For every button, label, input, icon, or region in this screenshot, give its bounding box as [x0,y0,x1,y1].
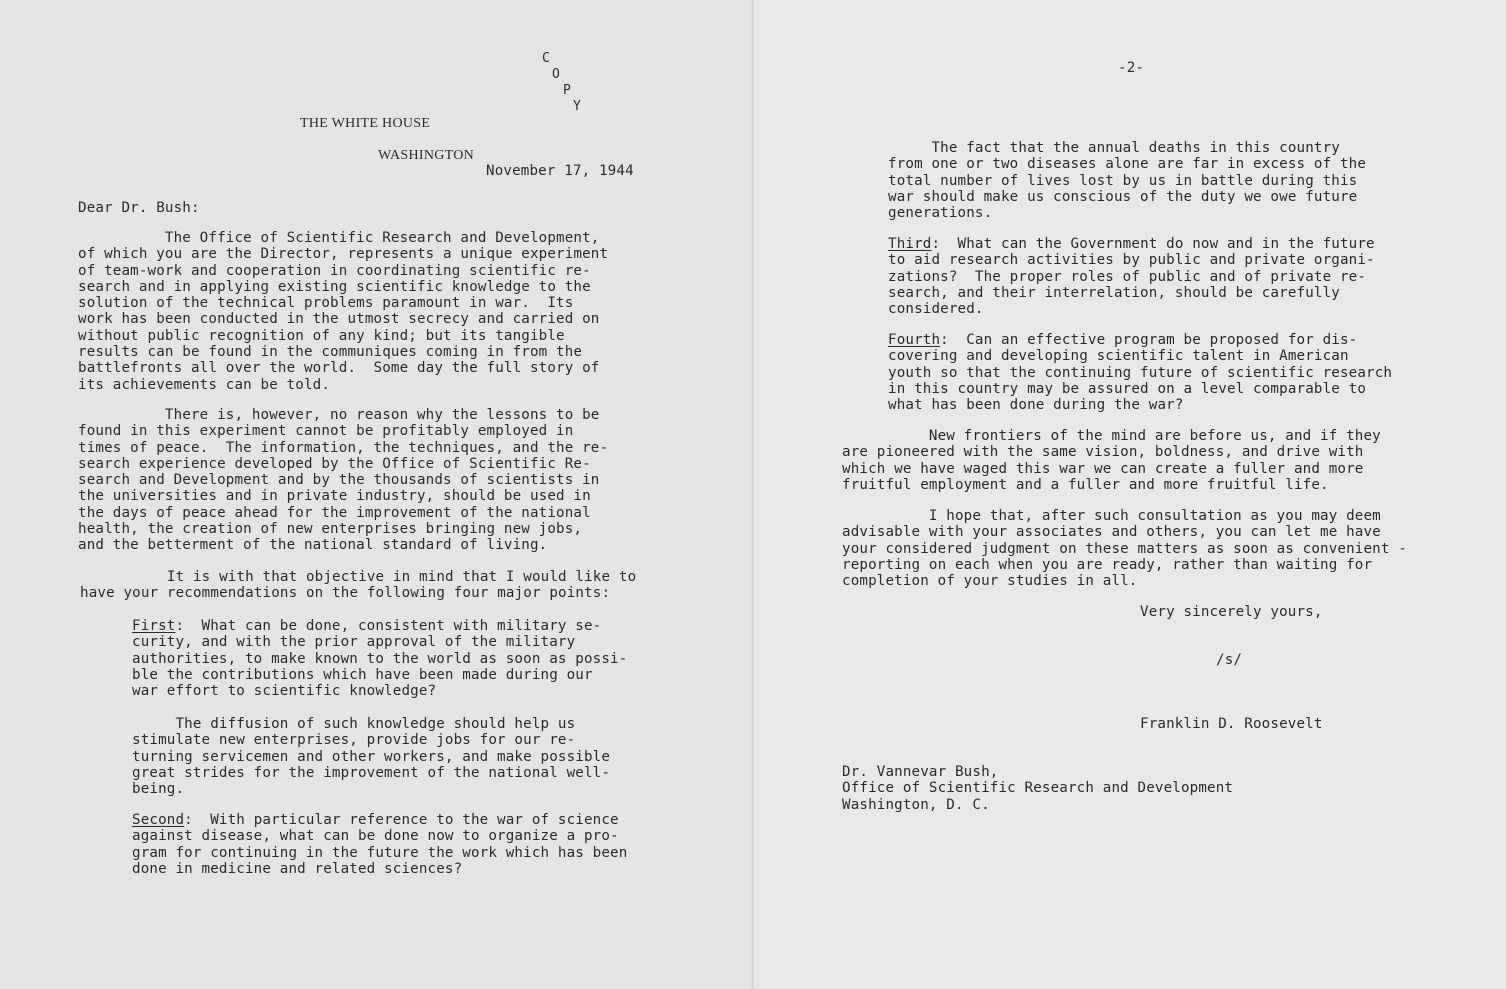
letter-page-2 [754,0,1506,989]
diffusion-paragraph: The diffusion of such knowledge should help us stimulate new enterprises, provide jobs for our re- turning servicemen and other workers, and make possible great strides for the improvement of the national well- being. [132,716,611,798]
point-fourth: Fourth: Can an effective program be proposed for dis- covering and developing scientific talent in American youth so that the continuing future of scientific research in this country may be assured on a level comparable to what has been done during the war? [888,332,1393,414]
letter-date: November 17, 1944 [486,163,634,179]
addressee-block: Dr. Vannevar Bush, Office of Scientific Research and Development Washington, D. C. [842,764,1234,813]
point-first: First: What can be done, consistent with military se- curity, and with the prior approval of the military authorities, to make known to the world as soon as possi- ble the contributions which have been made during our war effort to scientific knowledge? [132,618,628,700]
salutation: Dear Dr. Bush: [78,200,200,216]
point-label: Third [888,236,932,252]
signature: /s/ [1216,652,1243,668]
paragraph: I hope that, after such consultation as you may deem advisable with your associates and others, you can let me have your considered judgment on these matters as soon as convenient - reporting on each when you are ready, rather than waiting for completion of your studies in all. [842,508,1407,590]
paragraph: There is, however, no reason why the lessons to be found in this experiment cannot be profitably employed in times of peace. The information, the techniques, and the re- search experience developed by the Office of Scientific Re- search and Development and by the thousands of scientists in the universities and in private industry, should be used in the days of peace ahead for the improvement of the national health, the creation of new enterprises bringing new jobs, and the betterment of the national standard of living. [78,407,609,554]
copy-stamp-letter: Y [573,99,581,114]
paragraph: It is with that objective in mind that I would like to have your recommendations on the following four major points: [80,569,637,602]
point-label: Second [132,812,185,828]
copy-stamp-letter: P [563,83,571,98]
signer-name: Franklin D. Roosevelt [1140,716,1323,732]
letterhead-location: WASHINGTON [378,148,475,163]
point-second: Second: With particular reference to the war of science against disease, what can be done now to organize a pro- gram for continuing in the future the work which has been done in medicine and related sciences? [132,812,628,877]
paragraph: New frontiers of the mind are before us, and if they are pioneered with the same vision, boldness, and drive with which we have waged this war we can create a fuller and more fruitful employment and a fuller and more fruitful life. [842,428,1381,493]
point-label: Fourth [888,332,941,348]
point-label: First [132,618,176,634]
copy-stamp-letter: C [542,51,550,66]
paragraph: The Office of Scientific Research and Development, of which you are the Director, represents a unique experiment of team-work and cooperation in coordinating scientific re- search and in applying existing scientific knowledge to the solution of the technical problems paramount in war. Its work has been conducted in the utmost secrecy and carried on without public recognition of any kind; but its tangible results can be found in the communiques coming in from the battlefronts all over the world. Some day the full story of its achievements can be told. [78,230,609,393]
copy-stamp-letter: O [552,67,560,82]
page-number: -2- [1118,60,1145,76]
point-third: Third: What can the Government do now and in the future to aid research activities by public and private organi- zations? The proper roles of public and of private re- search, and their interrelation, should be carefully considered. [888,236,1375,318]
paragraph: The fact that the annual deaths in this country from one or two diseases alone are far in excess of the total number of lives lost by us in battle during this war should make us conscious of the duty we owe future generations. [888,140,1367,222]
letterhead: THE WHITE HOUSE [300,116,431,131]
closing: Very sincerely yours, [1140,604,1323,620]
